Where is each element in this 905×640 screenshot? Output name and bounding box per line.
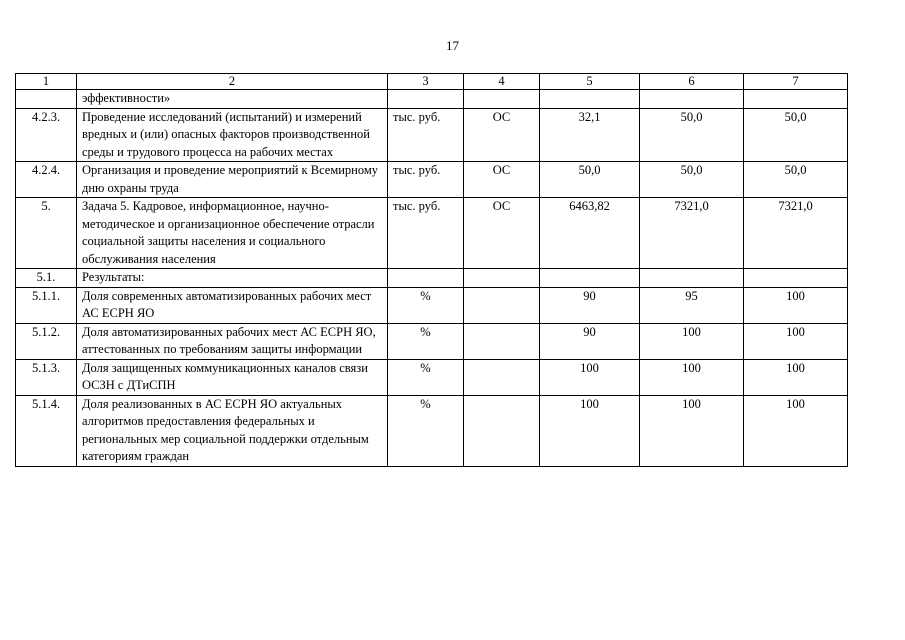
header-col-6: 6: [640, 74, 744, 90]
row-value-7: 50,0: [744, 108, 848, 162]
row-source: [464, 269, 540, 288]
row-unit: %: [388, 323, 464, 359]
row-source: [464, 287, 540, 323]
row-name: эффективности»: [77, 90, 388, 109]
row-value-6: [640, 90, 744, 109]
row-value-6: 7321,0: [640, 198, 744, 269]
header-row: [16, 74, 848, 90]
row-value-5: 100: [540, 395, 640, 466]
row-unit: %: [388, 287, 464, 323]
header-col-7: 7: [744, 74, 848, 90]
row-name: Проведение исследований (испытаний) и измерений вредных и (или) опасных факторов производственной среды и трудового процесса на рабочих местах: [77, 108, 388, 162]
table-row: [16, 162, 848, 198]
row-value-5: 100: [540, 359, 640, 395]
row-unit: [388, 90, 464, 109]
table-row: [16, 287, 848, 323]
row-name: Доля защищенных коммуникационных каналов связи ОСЗН с ДТиСПН: [77, 359, 388, 395]
row-unit: %: [388, 395, 464, 466]
table-row: [16, 269, 848, 288]
row-name: Доля современных автоматизированных рабочих мест АС ЕСРН ЯО: [77, 287, 388, 323]
row-value-5: 32,1: [540, 108, 640, 162]
table-row: [16, 198, 848, 269]
row-value-6: 50,0: [640, 108, 744, 162]
row-source: [464, 90, 540, 109]
row-value-5: 50,0: [540, 162, 640, 198]
table-row: [16, 359, 848, 395]
row-value-5: 90: [540, 323, 640, 359]
table-row: [16, 108, 848, 162]
row-number: 5.1.4.: [16, 395, 77, 466]
header-col-5: 5: [540, 74, 640, 90]
row-source: [464, 359, 540, 395]
row-value-6: 50,0: [640, 162, 744, 198]
row-value-7: 100: [744, 287, 848, 323]
table-row: [16, 323, 848, 359]
row-value-7: 50,0: [744, 162, 848, 198]
row-unit: тыс. руб.: [388, 162, 464, 198]
row-value-7: 100: [744, 359, 848, 395]
header-col-2: 2: [77, 74, 388, 90]
row-value-7: 100: [744, 323, 848, 359]
row-value-7: 7321,0: [744, 198, 848, 269]
row-value-6: 95: [640, 287, 744, 323]
row-number: 5.: [16, 198, 77, 269]
row-value-6: 100: [640, 395, 744, 466]
header-col-4: 4: [464, 74, 540, 90]
row-unit: [388, 269, 464, 288]
row-number: [16, 90, 77, 109]
header-col-1: 1: [16, 74, 77, 90]
row-value-7: 100: [744, 395, 848, 466]
row-value-6: 100: [640, 359, 744, 395]
row-unit: тыс. руб.: [388, 198, 464, 269]
row-source: ОС: [464, 162, 540, 198]
row-name: Доля автоматизированных рабочих мест АС ЕСРН ЯО, аттестованных по требованиям защиты информации: [77, 323, 388, 359]
row-number: 4.2.3.: [16, 108, 77, 162]
row-number: 5.1.3.: [16, 359, 77, 395]
row-value-6: 100: [640, 323, 744, 359]
row-name: Организация и проведение мероприятий к Всемирному дню охраны труда: [77, 162, 388, 198]
row-source: [464, 395, 540, 466]
row-source: [464, 323, 540, 359]
row-unit: %: [388, 359, 464, 395]
row-value-7: [744, 269, 848, 288]
row-number: 5.1.1.: [16, 287, 77, 323]
header-col-3: 3: [388, 74, 464, 90]
row-value-5: 6463,82: [540, 198, 640, 269]
table-row: [16, 395, 848, 466]
table-row: [16, 90, 848, 109]
row-source: ОС: [464, 198, 540, 269]
row-number: 5.1.2.: [16, 323, 77, 359]
row-value-7: [744, 90, 848, 109]
row-value-5: [540, 269, 640, 288]
row-number: 4.2.4.: [16, 162, 77, 198]
data-table: [15, 73, 848, 467]
page-number: 17: [446, 38, 459, 53]
row-unit: тыс. руб.: [388, 108, 464, 162]
row-value-5: 90: [540, 287, 640, 323]
row-value-5: [540, 90, 640, 109]
row-value-6: [640, 269, 744, 288]
row-number: 5.1.: [16, 269, 77, 288]
row-name: Доля реализованных в АС ЕСРН ЯО актуальных алгоритмов предоставления федеральных и региональных мер социальной поддержки отдельным категориям граждан: [77, 395, 388, 466]
row-name: Результаты:: [77, 269, 388, 288]
row-name: Задача 5. Кадровое, информационное, научно-методическое и организационное обеспечение отрасли социальной защиты населения и социального обслуживания населения: [77, 198, 388, 269]
row-source: ОС: [464, 108, 540, 162]
